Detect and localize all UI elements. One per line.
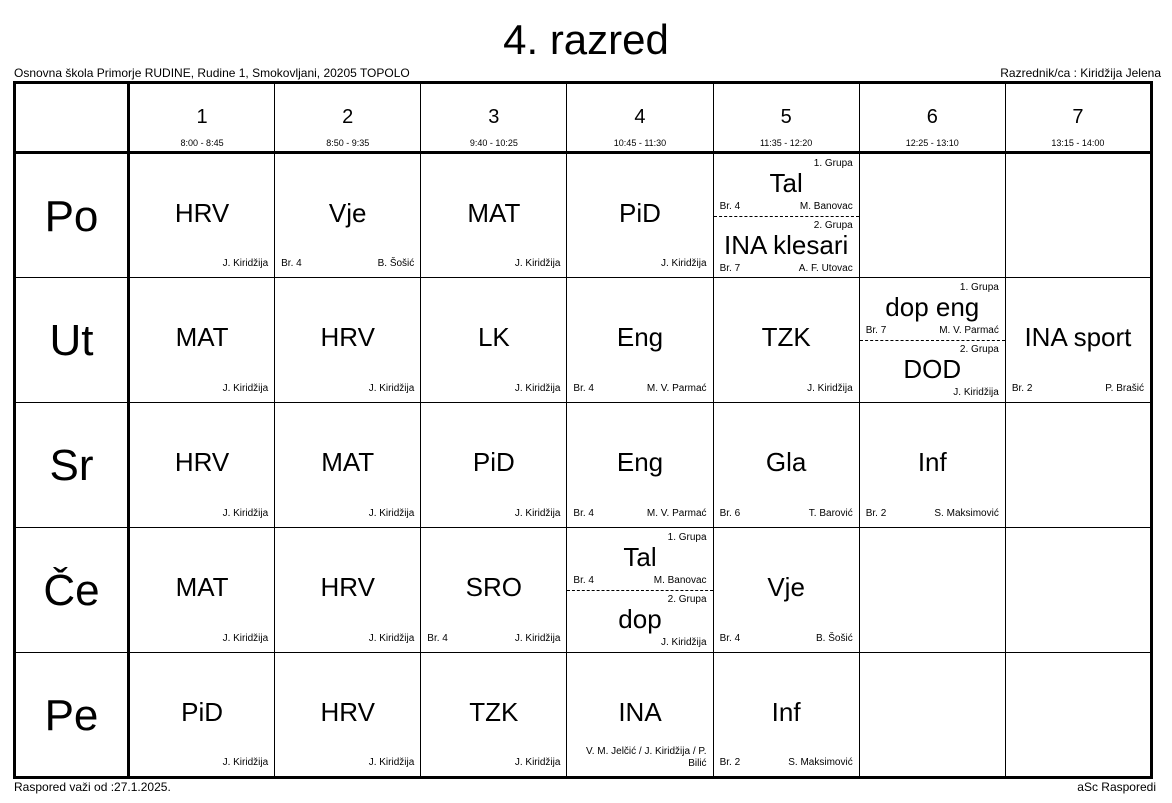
corner-cell: [15, 83, 129, 153]
period-number: 2: [342, 106, 354, 128]
teacher: P. Brašić: [1105, 383, 1144, 394]
teacher: M. Banovac: [653, 575, 707, 586]
group-label: 1. Grupa: [667, 532, 707, 543]
subject: HRV: [320, 572, 375, 602]
room: Br. 6: [719, 508, 741, 519]
empty-cell: [859, 653, 1005, 778]
group-label: 1. Grupa: [813, 158, 853, 169]
room: Br. 2: [719, 757, 741, 768]
subject: Gla: [765, 447, 807, 477]
lesson-cell: [859, 403, 1005, 528]
empty-cell: [1005, 653, 1151, 778]
period-number: 5: [780, 106, 792, 128]
lesson-cell: [567, 653, 713, 778]
subject: TZK: [469, 697, 519, 727]
period-header-4: [567, 83, 713, 153]
empty-cell: [859, 528, 1005, 653]
lesson-cell: [421, 153, 567, 278]
room: Br. 2: [1011, 383, 1033, 394]
subject: Inf: [771, 697, 801, 727]
teacher: J. Kiridžija: [222, 757, 269, 768]
subject: SRO: [465, 572, 523, 602]
lesson-cell: [567, 153, 713, 278]
day-row-pe: [15, 653, 1152, 778]
lesson-cell: [859, 278, 1005, 403]
subject: MAT: [175, 322, 229, 352]
period-time: 10:45 - 11:30: [613, 138, 667, 148]
teacher: J. Kiridžija: [514, 383, 561, 394]
room: Br. 7: [719, 263, 741, 274]
empty-cell: [859, 153, 1005, 278]
teacher: A. F. Utovac: [798, 263, 853, 274]
subject: Eng: [616, 447, 664, 477]
room: Br. 4: [281, 258, 302, 269]
lesson-cell: [129, 528, 275, 653]
teacher: J. Kiridžija: [660, 258, 707, 269]
lesson-cell: [421, 653, 567, 778]
subject: Vje: [767, 572, 805, 602]
empty-cell: [1005, 528, 1151, 653]
day-cell: [15, 528, 129, 653]
lesson-cell: [129, 653, 275, 778]
lesson-cell: [713, 528, 859, 653]
period-header-5: [713, 83, 859, 153]
period-number: 6: [926, 106, 938, 128]
teacher: J. Kiridžija: [222, 508, 269, 519]
lesson-cell: [129, 403, 275, 528]
lesson-cell: [713, 653, 859, 778]
group-lesson: [714, 154, 859, 217]
lesson-cell: [275, 653, 421, 778]
period-header-row: [15, 83, 1152, 153]
lesson-cell: [275, 403, 421, 528]
subject: MAT: [321, 447, 375, 477]
day-name: Sr: [49, 441, 94, 490]
room: Br. 4: [573, 383, 594, 394]
empty-cell: [1005, 403, 1151, 528]
subject: MAT: [175, 572, 229, 602]
subject: Vje: [328, 198, 367, 228]
group-lesson: [860, 278, 1005, 341]
teacher: J. Kiridžija: [514, 757, 561, 768]
subject: HRV: [174, 198, 230, 228]
teacher: J. Kiridžija: [222, 383, 269, 394]
group-label: 2. Grupa: [959, 344, 999, 355]
period-time: 8:00 - 8:45: [180, 138, 224, 148]
subject: LK: [477, 322, 510, 352]
subject: DOD: [903, 354, 962, 384]
lesson-cell: [567, 403, 713, 528]
teacher: S. Maksimović: [788, 757, 853, 768]
subject: INA: [618, 697, 662, 727]
subject: dop: [618, 604, 662, 634]
room: Br. 4: [427, 633, 448, 644]
teacher: J. Kiridžija: [368, 508, 415, 519]
period-header-2: [275, 83, 421, 153]
teacher: J. Kiridžija: [222, 633, 269, 644]
group-lesson: [567, 590, 712, 652]
teacher: J. Kiridžija: [514, 258, 561, 269]
subject: Tal: [769, 168, 803, 198]
day-row-če: [15, 528, 1152, 653]
subject: INA klesari: [724, 230, 849, 260]
lesson-cell: [421, 528, 567, 653]
period-time: 11:35 - 12:20: [759, 138, 813, 148]
day-row-po: [15, 153, 1152, 278]
period-time: 13:15 - 14:00: [1051, 138, 1105, 148]
lesson-cell: [275, 153, 421, 278]
subject: Tal: [623, 542, 657, 572]
group-label: 2. Grupa: [667, 594, 707, 605]
group-lesson: [714, 216, 859, 278]
lesson-cell: [713, 278, 859, 403]
period-number: 4: [634, 106, 646, 128]
group-label: 1. Grupa: [959, 282, 999, 293]
teacher: J. Kiridžija: [368, 757, 415, 768]
period-header-6: [859, 83, 1005, 153]
room: Br. 2: [865, 508, 887, 519]
period-time: 12:25 - 13:10: [905, 138, 959, 148]
room: Br. 4: [573, 575, 594, 586]
period-number: 3: [488, 106, 500, 128]
lesson-cell: [713, 153, 859, 278]
page-title: 4. razred: [503, 16, 669, 63]
teacher: T. Barović: [808, 508, 853, 519]
subject: Eng: [616, 322, 664, 352]
teacher: J. Kiridžija: [222, 258, 269, 269]
teacher: V. M. Jelčić / J. Kiridžija / P. Bilić: [585, 746, 707, 769]
room: Br. 4: [719, 633, 741, 644]
group-lesson: [567, 528, 712, 591]
timetable: [13, 81, 1153, 779]
lesson-cell: [129, 153, 275, 278]
day-cell: [15, 153, 129, 278]
empty-cell: [1005, 153, 1151, 278]
teacher: J. Kiridžija: [660, 637, 707, 648]
teacher: M. V. Parmać: [646, 383, 707, 394]
room: Br. 4: [573, 508, 594, 519]
teacher: J. Kiridžija: [368, 383, 415, 394]
lesson-cell: [275, 528, 421, 653]
teacher: J. Kiridžija: [514, 633, 561, 644]
brand-label: aSc Rasporedi: [1077, 780, 1156, 794]
lesson-cell: [567, 528, 713, 653]
lesson-cell: [567, 278, 713, 403]
day-name: Če: [43, 566, 100, 615]
day-name: Ut: [49, 316, 94, 365]
room: Br. 7: [865, 325, 887, 336]
subject: MAT: [467, 198, 521, 228]
teacher: B. Šošić: [377, 258, 415, 269]
homeroom-teacher: Razrednik/ca : Kiridžija Jelena: [1000, 66, 1161, 80]
teacher: J. Kiridžija: [953, 387, 999, 398]
teacher: M. V. Parmać: [939, 325, 999, 336]
teacher: J. Kiridžija: [807, 383, 853, 394]
subject: HRV: [174, 447, 230, 477]
teacher: S. Maksimović: [934, 508, 999, 519]
subject: TZK: [761, 322, 811, 352]
group-label: 2. Grupa: [813, 220, 853, 231]
period-header-3: [421, 83, 567, 153]
period-time: 9:40 - 10:25: [469, 138, 518, 148]
school-info: Osnovna škola Primorje RUDINE, Rudine 1, Smokovljani, 20205 TOPOLO: [14, 66, 410, 80]
period-header-7: [1005, 83, 1151, 153]
lesson-cell: [275, 278, 421, 403]
subject: dop eng: [885, 292, 980, 322]
teacher: M. V. Parmać: [646, 508, 707, 519]
day-cell: [15, 653, 129, 778]
room: Br. 4: [719, 201, 741, 212]
lesson-cell: [129, 278, 275, 403]
teacher: B. Šošić: [816, 633, 853, 644]
lesson-cell: [1005, 278, 1151, 403]
period-time: 8:50 - 9:35: [326, 138, 370, 148]
period-number: 7: [1072, 106, 1084, 128]
subject: Inf: [917, 447, 947, 477]
subject: PiD: [472, 447, 515, 477]
valid-from: Raspored važi od :27.1.2025.: [14, 780, 171, 794]
day-cell: [15, 403, 129, 528]
day-name: Po: [44, 192, 99, 241]
teacher: J. Kiridžija: [514, 508, 561, 519]
day-row-sr: [15, 403, 1152, 528]
lesson-cell: [713, 403, 859, 528]
day-name: Pe: [44, 691, 99, 740]
subject: HRV: [320, 322, 375, 352]
day-cell: [15, 278, 129, 403]
period-header-1: [129, 83, 275, 153]
day-row-ut: [15, 278, 1152, 403]
teacher: M. Banovac: [799, 201, 853, 212]
subject: INA sport: [1024, 322, 1132, 352]
subject: PiD: [619, 198, 661, 228]
lesson-cell: [421, 403, 567, 528]
group-lesson: [860, 340, 1005, 402]
subject: PiD: [181, 697, 224, 727]
teacher: J. Kiridžija: [368, 633, 415, 644]
subject: HRV: [320, 697, 375, 727]
lesson-cell: [421, 278, 567, 403]
period-number: 1: [196, 106, 208, 128]
